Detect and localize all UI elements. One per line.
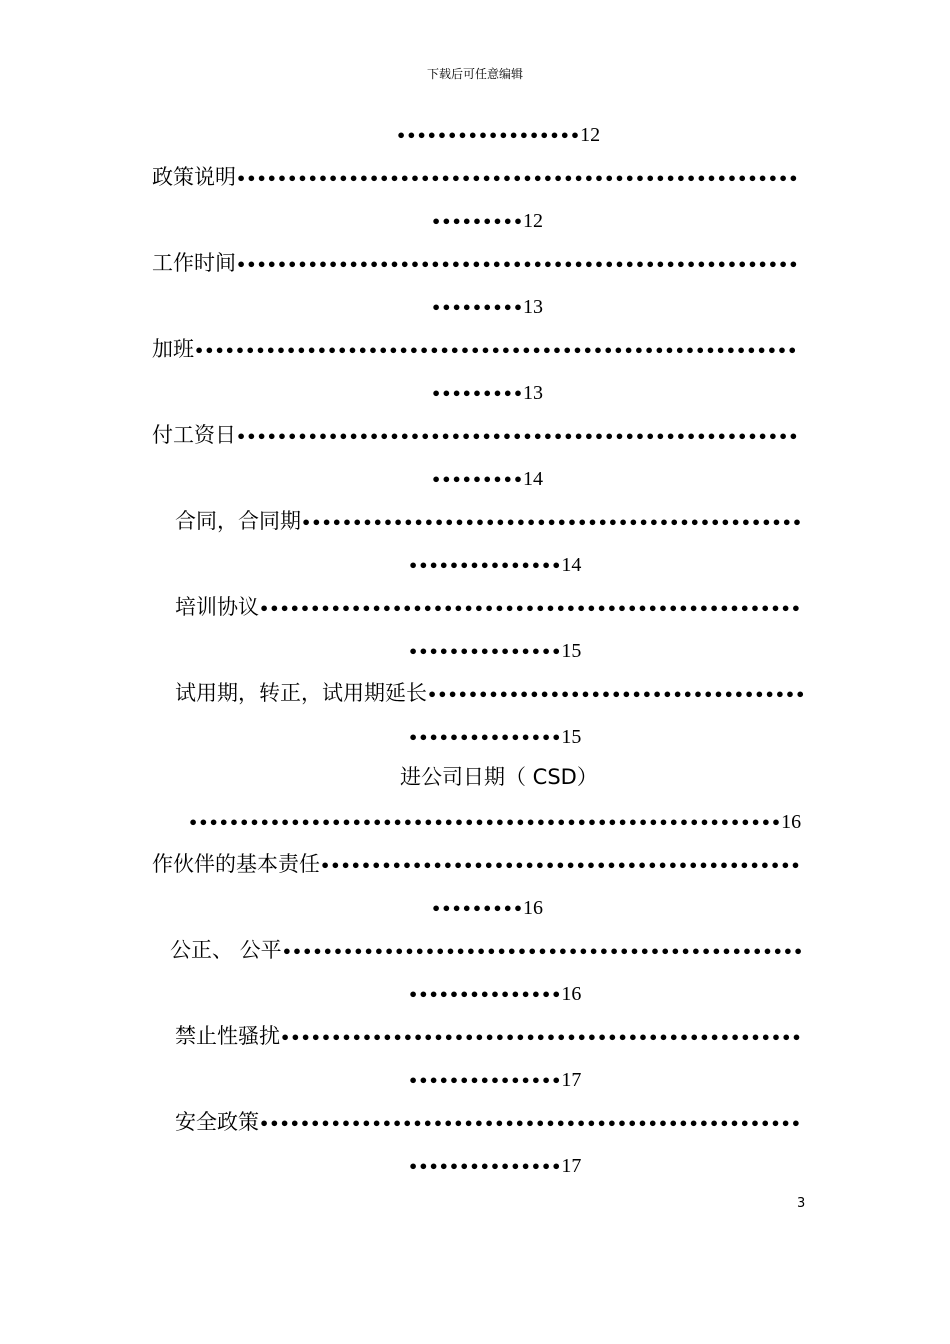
toc-page-number: 12: [523, 210, 544, 232]
toc-line[interactable]: [175, 1022, 802, 1050]
toc-page-number: 16: [561, 983, 582, 1005]
toc-line[interactable]: [152, 421, 798, 449]
page-number: 3: [797, 1196, 806, 1211]
leader-dots: •••••••••••••••••••••••••••••••••••••••••••••••••••••: [259, 599, 802, 618]
toc-line[interactable]: [431, 893, 543, 921]
toc-page-number: 13: [523, 296, 544, 318]
toc-line[interactable]: [396, 120, 600, 148]
toc-line[interactable]: [408, 636, 581, 664]
leader-dots: •••••••••••••••••••••••••••••••••••••••••••••••••••: [280, 1028, 802, 1047]
toc-title: 安全政策: [175, 1110, 259, 1134]
toc-line[interactable]: [175, 679, 805, 707]
toc-line[interactable]: [188, 807, 801, 835]
toc-title: 加班: [152, 337, 194, 361]
leader-dots: •••••••••••••••: [408, 556, 562, 575]
toc-line[interactable]: [408, 722, 581, 750]
toc-title: 禁止性骚扰: [175, 1024, 280, 1048]
toc-line[interactable]: [170, 936, 803, 964]
toc-title: 试用期，转正，试用期延长: [175, 681, 427, 705]
toc-line[interactable]: [152, 335, 797, 363]
toc-page-number: 17: [561, 1069, 582, 1091]
toc-page-number: 17: [561, 1155, 582, 1177]
toc-line[interactable]: [431, 464, 543, 492]
leader-dots: ••••••••••••••••••: [396, 126, 581, 145]
toc-title: 进公司日期（ CSD）: [400, 765, 598, 789]
toc-page-number: 14: [523, 468, 544, 490]
leader-dots: •••••••••••••••••••••••••••••••••••••••••••••••: [320, 856, 801, 875]
leader-dots: •••••••••••••••••••••••••••••••••••••: [427, 685, 806, 704]
leader-dots: •••••••••: [431, 899, 524, 918]
leader-dots: •••••••••••••••••••••••••••••••••••••••••••••••••••••••: [236, 427, 799, 446]
toc-page-number: 15: [561, 640, 582, 662]
leader-dots: •••••••••••••••: [408, 642, 562, 661]
toc-line[interactable]: [400, 763, 598, 791]
leader-dots: •••••••••: [431, 212, 524, 231]
leader-dots: •••••••••••••••••••••••••••••••••••••••••••••••••••••: [259, 1114, 802, 1133]
leader-dots: •••••••••••••••: [408, 728, 562, 747]
toc-line[interactable]: [408, 550, 581, 578]
toc-title: 合同，合同期: [175, 509, 301, 533]
toc-title: 付工资日: [152, 423, 236, 447]
toc-line[interactable]: [152, 163, 798, 191]
toc-page-number: 16: [781, 811, 802, 833]
toc-line[interactable]: [152, 249, 798, 277]
leader-dots: •••••••••••••••••••••••••••••••••••••••••••••••••••: [281, 942, 804, 961]
toc-page-number: 13: [523, 382, 544, 404]
leader-dots: •••••••••••••••••••••••••••••••••••••••••••••••••••••••: [236, 169, 799, 188]
page-header: 下载后可任意编辑: [426, 67, 523, 81]
toc-line[interactable]: [431, 206, 543, 234]
leader-dots: •••••••••••••••••••••••••••••••••••••••••••••••••••••••: [236, 255, 799, 274]
leader-dots: •••••••••: [431, 470, 524, 489]
toc-page-number: 15: [561, 726, 582, 748]
leader-dots: •••••••••••••••: [408, 1157, 562, 1176]
leader-dots: •••••••••: [431, 384, 524, 403]
toc-title: 培训协议: [175, 595, 259, 619]
leader-dots: •••••••••••••••: [408, 1071, 562, 1090]
toc-line[interactable]: [408, 979, 581, 1007]
toc-line[interactable]: [408, 1151, 581, 1179]
toc-line[interactable]: [175, 593, 801, 621]
toc-title: 作伙伴的基本责任: [152, 852, 320, 876]
toc-line[interactable]: [431, 292, 543, 320]
toc-page-number: 12: [580, 124, 601, 146]
leader-dots: ••••••••••••••••••••••••••••••••••••••••••••••••••••••••••: [188, 813, 782, 832]
toc-page-number: 16: [523, 897, 544, 919]
leader-dots: •••••••••••••••••••••••••••••••••••••••••••••••••••••••••••: [194, 341, 798, 360]
toc-title: 公正、 公平: [170, 938, 282, 962]
toc-page-number: 14: [561, 554, 582, 576]
toc-line[interactable]: [175, 507, 802, 535]
toc-line[interactable]: [175, 1108, 801, 1136]
toc-title: 工作时间: [152, 251, 236, 275]
leader-dots: •••••••••••••••••••••••••••••••••••••••••••••••••: [301, 513, 803, 532]
toc-line[interactable]: [408, 1065, 581, 1093]
toc-title: 政策说明: [152, 165, 236, 189]
toc-line[interactable]: [431, 378, 543, 406]
toc-line[interactable]: [152, 850, 801, 878]
leader-dots: •••••••••••••••: [408, 985, 562, 1004]
leader-dots: •••••••••: [431, 298, 524, 317]
